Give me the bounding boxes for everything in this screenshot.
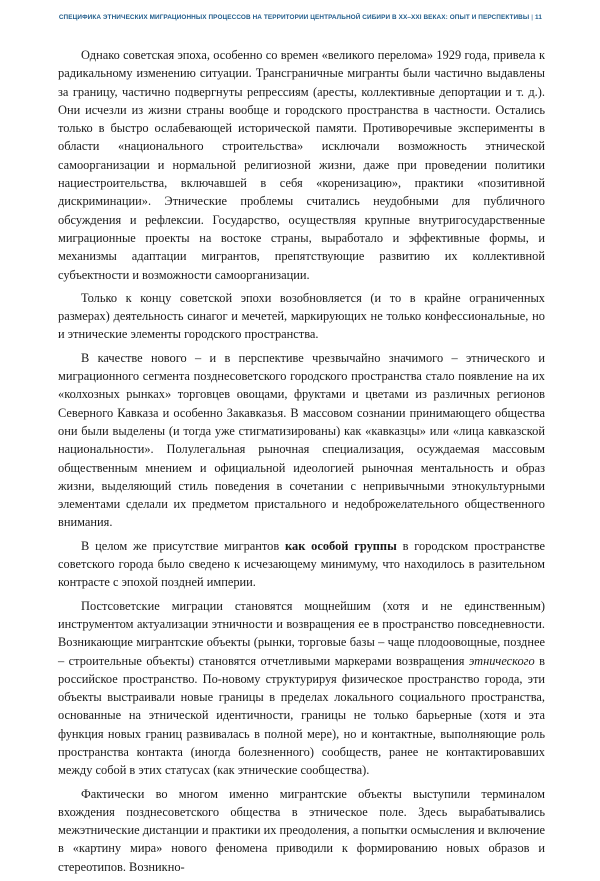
paragraph-5 [58, 597, 545, 780]
running-header [0, 14, 542, 21]
paragraph-3: В качестве нового – и в перспективе чрезвычайно значимого – этнического и миграционного сегмента позднесоветского городского пространства стало появление на их «колхозных рынках» торговцев овощами, фруктами и цветами из различных регионов Северного Кавказа и особенно Закавказья. В массовом сознании принимающего общества они были выделены (и тогда уже стигматизированы) как «кавказцы» или «лица кавказской национальности». Полулегальная рыночная специализация, осуждаемая массовым общественным мнением и официальной идеологией рыночная ментальность и образ жизни, выделяющий стиль поведения в сочетании с непривычными этнокультурными элементами сделали их предметом пристального и недоброжелательного общественного внимания. [58, 350, 545, 530]
page-number: 11 [535, 14, 542, 21]
paragraph-4-bold-phrase: как особой группы [285, 538, 397, 553]
paragraph-1: Однако советская эпоха, особенно со времен «великого перелома» 1929 года, привела к радикальному изменению ситуации. Трансграничные мигранты были частично выдавлены за границу, частично подвергнуты репрессиям (аресты, коллективные депортации и т. д.). Они исчезли из жизни страны вообще и городского пространства в частности. Остались только в быстро ослабевающей исторической памяти. Противоречивые эксперименты в области «национального строительства» исключали возможность этнической самоорганизации и нормальной религиозной жизни, даже при проведении политики нациестроительства, включавшей в себя «коренизацию», практики «позитивной дискриминации». Этнические проблемы считались неудобными для публичного обсуждения и рефлексии. Государство, осуществляя крупные внутригосударственные миграционные проекты на востоке страны, выработало и эффективные формы, и механизмы адаптации мигрантов, препятствующие развитию их коллективной субъектности и возможности самоорганизации. [58, 48, 545, 282]
body-text [58, 46, 545, 881]
paragraph-5-text-after: в российское пространство. По-новому структурируя физическое пространство города, эти объекты выстраивали новые границы в пределах локального социального пространства, основанные на этнической идентичности, границы не только барьерные (хотя и эта функция новых границ развивалась в полной мере), но и контактные, выполняющие роль пространства контакта (иногда болезненного) сообществ, ранее не контактировавших между собой в этих статусах (как этнические сообщества). [58, 653, 545, 778]
paragraph-2: Только к концу советской эпохи возобновляется (и то в крайне ограниченных размерах) деятельность синагог и мечетей, маркирующих не только конфессиональные, но и этнические элементы городского пространства. [58, 290, 545, 342]
running-header-title: СПЕЦИФИКА ЭТНИЧЕСКИХ МИГРАЦИОННЫХ ПРОЦЕССОВ НА ТЕРРИТОРИИ ЦЕНТРАЛЬНОЙ СИБИРИ В XX–XXI ВЕКАХ: ОПЫТ И ПЕРСПЕКТИВЫ [58, 14, 530, 21]
paragraph-4-text-before: В целом же присутствие мигрантов [81, 538, 286, 553]
paragraph-4 [58, 537, 545, 592]
paragraph-5-text-before: Постсоветские миграции становятся мощнейшим (хотя и не единственным) инструментом актуализации этничности и возвращения ее в пространство повседневности. Возникающие мигрантские объекты (рынки, торговые базы – чаще плодоовощные, позднее – строительные объекты) становятся отчетливыми маркерами возвращения [58, 598, 545, 668]
paragraph-5-italic-word: этнического [468, 653, 535, 668]
paragraph-4-text-after: в городском пространстве советского города было сведено к исчезающему минимуму, что находилось в разительном контрасте с эпохой поздней империи. [58, 538, 545, 590]
header-separator: | [531, 14, 534, 21]
paragraph-6: Фактически во многом именно мигрантские объекты выступили терминалом вхождения позднесоветского общества в этническое поле. Здесь вырабатывались межэтнические дистанции и практики их преодоления, а попытки осмысления и включение в «картину мира» нового феномена приводили к формированию новых образов и стереотипов. Возникно- [58, 786, 545, 874]
